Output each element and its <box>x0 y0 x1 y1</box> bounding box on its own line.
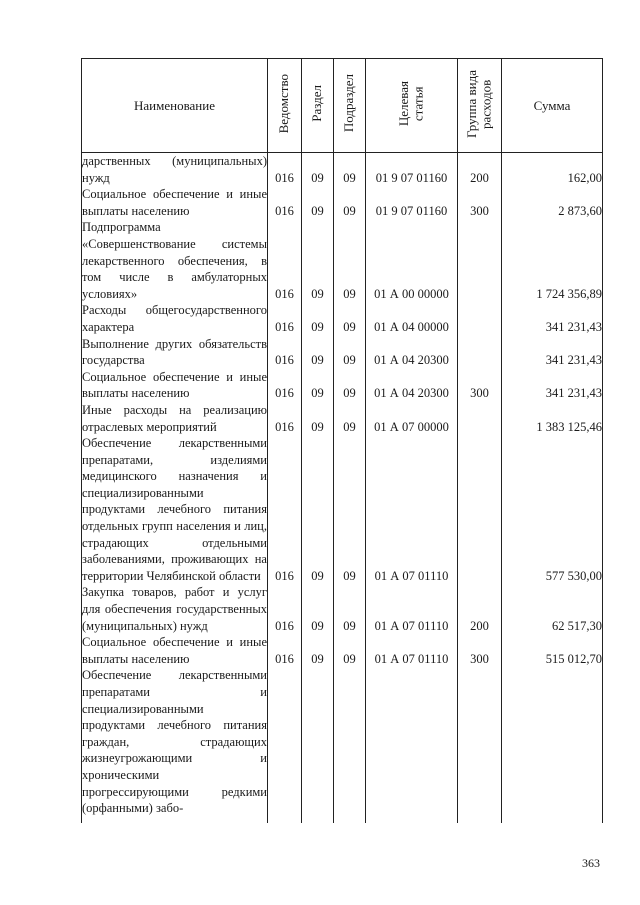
row-target-article: 01 А 04 00000 <box>366 302 458 335</box>
row-expense-group <box>458 302 502 335</box>
row-expense-group: 300 <box>458 369 502 402</box>
header-sum: Сумма <box>502 59 603 153</box>
row-vedomstvo: 016 <box>268 584 302 634</box>
header-vedomstvo: Ведомство <box>268 59 302 153</box>
header-podrazdel: Подраздел <box>334 59 366 153</box>
row-name: Подпрограмма «Совершенствование системы лекарственного обеспечения, в том числе в амбулаторных условиях» <box>82 220 267 301</box>
table-bottom-spacer <box>82 817 603 823</box>
table-row <box>82 667 603 816</box>
row-podrazdel <box>334 667 366 816</box>
row-razdel: 09 <box>302 186 334 219</box>
row-expense-group <box>458 336 502 369</box>
row-name: Выполнение других обязательств государства <box>82 336 267 368</box>
row-razdel: 09 <box>302 584 334 634</box>
table-row <box>82 336 603 369</box>
row-vedomstvo: 016 <box>268 634 302 667</box>
row-name: Закупка товаров, работ и услуг для обеспечения государственных (муниципальных) нужд <box>82 585 267 633</box>
row-expense-group: 300 <box>458 186 502 219</box>
row-razdel: 09 <box>302 302 334 335</box>
row-name: Расходы общегосударственного характера <box>82 303 267 334</box>
row-expense-group: 200 <box>458 584 502 634</box>
row-sum: 1 383 125,46 <box>502 402 603 435</box>
row-name: дарственных (муниципальных) нужд <box>82 154 267 185</box>
table-row <box>82 302 603 335</box>
header-expense-group: Группа вида расходов <box>458 59 502 153</box>
row-razdel: 09 <box>302 153 334 187</box>
budget-table <box>81 58 603 823</box>
row-vedomstvo: 016 <box>268 302 302 335</box>
row-razdel: 09 <box>302 402 334 435</box>
row-podrazdel: 09 <box>334 219 366 302</box>
row-expense-group <box>458 402 502 435</box>
row-target-article: 01 А 07 00000 <box>366 402 458 435</box>
row-target-article: 01 А 07 01110 <box>366 634 458 667</box>
row-sum: 2 873,60 <box>502 186 603 219</box>
row-podrazdel: 09 <box>334 153 366 187</box>
row-expense-group <box>458 435 502 584</box>
table-row <box>82 369 603 402</box>
row-razdel: 09 <box>302 336 334 369</box>
row-target-article: 01 9 07 01160 <box>366 186 458 219</box>
row-razdel: 09 <box>302 634 334 667</box>
row-name: Социальное обеспечение и иные выплаты населению <box>82 187 267 218</box>
row-target-article: 01 9 07 01160 <box>366 153 458 187</box>
row-name: Обеспечение лекарственными препаратами и специализированными продуктами лечебного питания граждан, страдающих жизнеугрожающими и хроническими прогрессирующими редкими (орфанными) забо- <box>82 668 267 816</box>
row-name: Социальное обеспечение и иные выплаты населению <box>82 635 267 666</box>
row-target-article: 01 А 04 20300 <box>366 336 458 369</box>
page-number: 363 <box>582 856 600 870</box>
row-sum <box>502 667 603 816</box>
row-vedomstvo: 016 <box>268 402 302 435</box>
row-name: Иные расходы на реализацию отраслевых мероприятий <box>82 402 267 434</box>
row-podrazdel: 09 <box>334 584 366 634</box>
row-name: Обеспечение лекарственными препаратами, изделиями медицинского назначения и специализированными продуктами лечебного питания отдельных групп населения и лиц, страдающих отдельными заболеваниями, проживающих на территории Челябинской области <box>82 436 267 583</box>
row-podrazdel: 09 <box>334 302 366 335</box>
row-expense-group <box>458 219 502 302</box>
row-razdel <box>302 667 334 816</box>
row-vedomstvo: 016 <box>268 435 302 584</box>
row-sum: 577 530,00 <box>502 435 603 584</box>
table-header-row <box>82 59 603 153</box>
row-razdel: 09 <box>302 369 334 402</box>
row-sum: 162,00 <box>502 153 603 187</box>
row-vedomstvo: 016 <box>268 336 302 369</box>
row-sum: 1 724 356,89 <box>502 219 603 302</box>
header-target-article: Целевая статья <box>366 59 458 153</box>
row-vedomstvo: 016 <box>268 219 302 302</box>
row-podrazdel: 09 <box>334 336 366 369</box>
table-row <box>82 219 603 302</box>
row-expense-group <box>458 667 502 816</box>
row-podrazdel: 09 <box>334 634 366 667</box>
row-sum: 341 231,43 <box>502 302 603 335</box>
row-expense-group: 200 <box>458 153 502 187</box>
row-target-article: 01 А 00 00000 <box>366 219 458 302</box>
row-sum: 62 517,30 <box>502 584 603 634</box>
row-target-article: 01 А 04 20300 <box>366 369 458 402</box>
row-expense-group: 300 <box>458 634 502 667</box>
row-podrazdel: 09 <box>334 369 366 402</box>
row-podrazdel: 09 <box>334 402 366 435</box>
header-razdel: Раздел <box>302 59 334 153</box>
row-sum: 341 231,43 <box>502 369 603 402</box>
row-sum: 515 012,70 <box>502 634 603 667</box>
table-row <box>82 402 603 435</box>
table-row <box>82 153 603 187</box>
row-target-article: 01 А 07 01110 <box>366 584 458 634</box>
row-razdel: 09 <box>302 435 334 584</box>
row-razdel: 09 <box>302 219 334 302</box>
table-row <box>82 435 603 584</box>
row-target-article <box>366 667 458 816</box>
row-name: Социальное обеспечение и иные выплаты населению <box>82 369 267 401</box>
row-vedomstvo: 016 <box>268 369 302 402</box>
row-vedomstvo: 016 <box>268 153 302 187</box>
table-row <box>82 634 603 667</box>
row-podrazdel: 09 <box>334 435 366 584</box>
row-vedomstvo: 016 <box>268 186 302 219</box>
header-name: Наименование <box>82 59 268 153</box>
row-podrazdel: 09 <box>334 186 366 219</box>
table-row <box>82 584 603 634</box>
row-sum: 341 231,43 <box>502 336 603 369</box>
table-row <box>82 186 603 219</box>
row-vedomstvo <box>268 667 302 816</box>
row-target-article: 01 А 07 01110 <box>366 435 458 584</box>
